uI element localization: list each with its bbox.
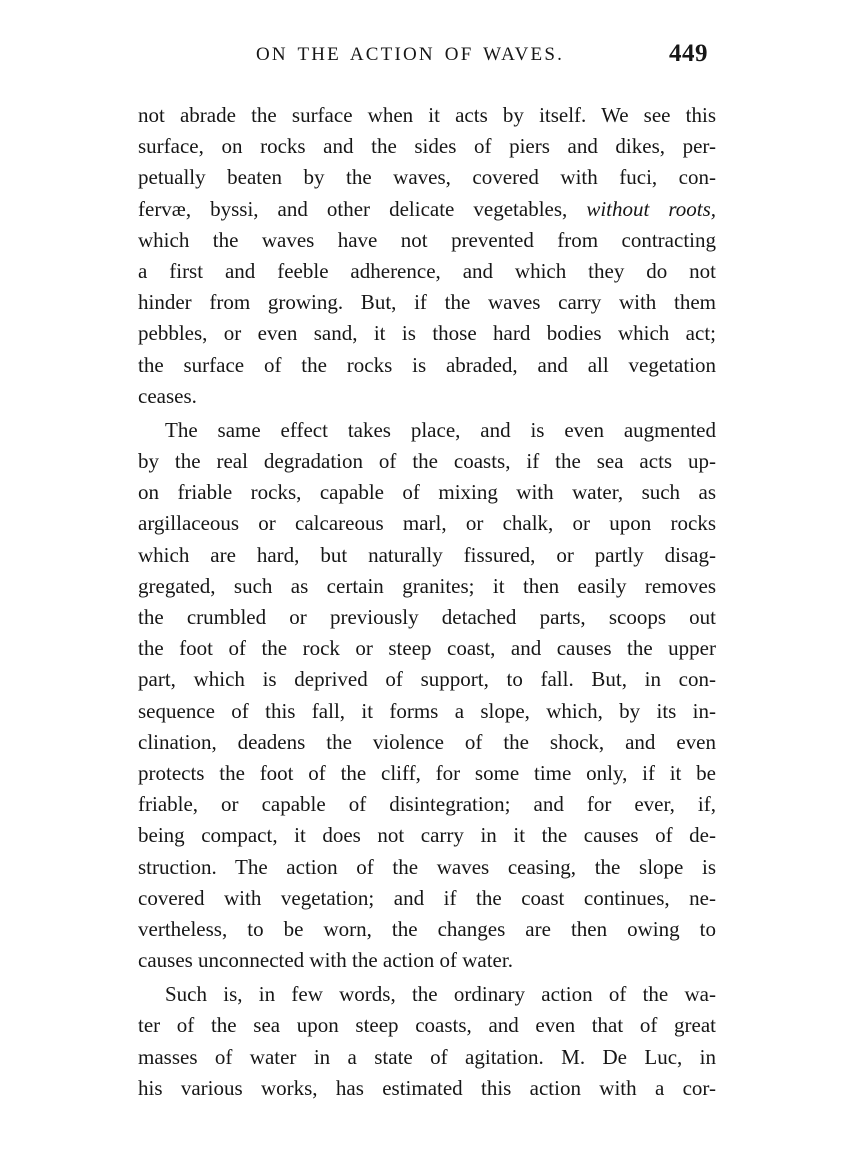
- text-line: friable, or capable of disintegration; and for ever, if,: [138, 792, 716, 817]
- text-line: not abrade the surface when it acts by itself. We see this: [138, 103, 716, 127]
- paragraph-2: [138, 415, 716, 976]
- running-title: ON THE ACTION OF WAVES.: [256, 44, 565, 65]
- text-line: struction. The action of the waves ceasing, the slope is: [138, 854, 716, 879]
- text-line: ter of the sea upon steep coasts, and even that of great: [138, 1013, 716, 1038]
- text-line: a first and feeble adherence, and which they do not: [138, 258, 716, 283]
- text-line: which the waves have not prevented from contracting: [138, 227, 716, 252]
- text-line: clination, deadens the violence of the shock, and even: [138, 729, 716, 754]
- body-text: [138, 100, 716, 1104]
- text-line: pebbles, or even sand, it is those hard bodies which act;: [138, 321, 716, 346]
- text-line: protects the foot of the cliff, for some time only, if it be: [138, 760, 716, 785]
- page-number: 449: [669, 40, 708, 67]
- text-line: the crumbled or previously detached parts, scoops out: [138, 605, 716, 629]
- book-page: [138, 36, 716, 1104]
- text-line: vertheless, to be worn, the changes are then owing to: [138, 916, 716, 941]
- text-line: part, which is deprived of support, to fall. But, in con-: [138, 667, 716, 692]
- text-line: causes unconnected with the action of water.: [138, 948, 513, 973]
- text-line: by the real degradation of the coasts, if the sea acts up-: [138, 449, 716, 474]
- text-line: argillaceous or calcareous marl, or chalk, or upon rocks: [138, 511, 716, 536]
- text-line: gregated, such as certain granites; it then easily removes: [138, 573, 716, 598]
- paragraph-3: [138, 979, 716, 1104]
- paragraph-1: [138, 100, 716, 412]
- text-line: Such is, in few words, the ordinary action of the wa-: [165, 982, 716, 1007]
- text-line: his various works, has estimated this action with a cor-: [138, 1075, 716, 1100]
- running-head: [138, 36, 716, 86]
- text-line: masses of water in a state of agitation. M. De Luc, in: [138, 1044, 716, 1069]
- text-line: hinder from growing. But, if the waves carry with them: [138, 290, 716, 315]
- text-line: covered with vegetation; and if the coast continues, ne-: [138, 885, 716, 910]
- text-line: The same effect takes place, and is even augmented: [165, 417, 716, 442]
- text-line: surface, on rocks and the sides of piers and dikes, per-: [138, 134, 716, 159]
- text-line: petually beaten by the waves, covered with fuci, con-: [138, 165, 716, 190]
- italic-phrase: without roots,: [586, 196, 716, 221]
- text-line: the foot of the rock or steep coast, and causes the upper: [138, 636, 716, 661]
- text-line: ceases.: [138, 383, 197, 408]
- text-line-with-italic: [138, 194, 716, 225]
- text-line: which are hard, but naturally fissured, or partly disag-: [138, 542, 716, 567]
- text-line: the surface of the rocks is abraded, and all vegetation: [138, 352, 716, 377]
- text-line: on friable rocks, capable of mixing with water, such as: [138, 480, 716, 505]
- text-line: sequence of this fall, it forms a slope, which, by its in-: [138, 698, 716, 723]
- text-segment: fervæ, byssi, and other delicate vegetables,: [138, 196, 568, 221]
- text-line: being compact, it does not carry in it the causes of de-: [138, 823, 716, 848]
